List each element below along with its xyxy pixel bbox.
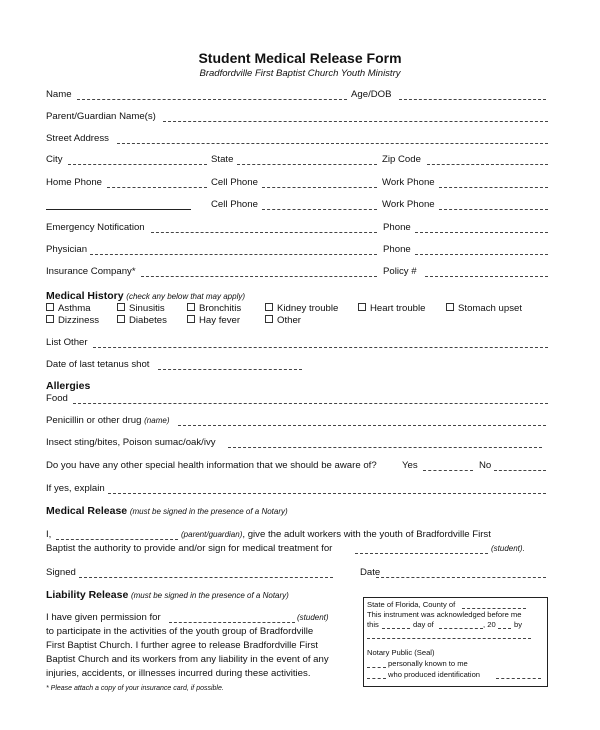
home-phone-field[interactable] — [107, 187, 207, 188]
produced-field[interactable] — [367, 678, 386, 679]
parent-label: Parent/Guardian Name(s) — [46, 111, 156, 122]
checkbox-icon — [265, 315, 273, 323]
second-name-field[interactable] — [46, 209, 191, 210]
liability-text-4: Baptist Church and its workers from any liability in the event of any — [46, 654, 329, 665]
signed-label: Signed — [46, 567, 76, 578]
checkbox-asthma[interactable]: Asthma — [46, 303, 91, 315]
liability-student-field[interactable] — [169, 622, 295, 623]
work-phone-label-2: Work Phone — [382, 199, 435, 210]
physician-phone-label: Phone — [383, 244, 411, 255]
cell-phone-field-2[interactable] — [262, 209, 377, 210]
notary-known: personally known to me — [388, 659, 468, 668]
parent-guardian-field[interactable] — [56, 539, 178, 540]
no-label: No — [479, 460, 492, 471]
county-field[interactable] — [462, 608, 526, 609]
food-label: Food — [46, 393, 68, 404]
notary-by: by — [514, 620, 523, 629]
notary-day-of: day of — [413, 620, 434, 629]
age-label: Age/DOB — [351, 89, 392, 100]
state-field[interactable] — [237, 164, 377, 165]
checkbox-icon — [446, 303, 454, 311]
name-label: Name — [46, 89, 72, 100]
physician-phone-field[interactable] — [415, 254, 548, 255]
explain-field[interactable] — [108, 493, 546, 494]
form-title: Student Medical Release Form — [198, 50, 402, 66]
student-note: (student). — [491, 544, 525, 553]
date-field[interactable] — [376, 577, 546, 578]
by-field[interactable] — [367, 638, 531, 639]
emergency-field[interactable] — [151, 232, 377, 233]
checkbox-heart-trouble[interactable]: Heart trouble — [358, 303, 425, 315]
insurance-field[interactable] — [141, 276, 377, 277]
liability-text-3: First Baptist Church. I further agree to release Bradfordville First — [46, 640, 318, 651]
list-other-label: List Other — [46, 337, 88, 348]
release-text-1: , give the adult workers with the youth of Bradfordville First — [242, 529, 491, 540]
year-field[interactable] — [498, 628, 511, 629]
medical-release-heading: Medical Release — [46, 505, 128, 517]
explain-label: If yes, explain — [46, 483, 105, 494]
liability-student-note: (student) — [297, 613, 329, 622]
state-label: State — [211, 154, 234, 165]
form-subtitle: Bradfordville First Baptist Church Youth Ministry — [199, 68, 401, 79]
insurance-label: Insurance Company* — [46, 266, 136, 277]
notary-produced: who produced identification — [388, 670, 481, 679]
checkbox-hay-fever[interactable]: Hay fever — [187, 315, 240, 327]
work-phone-label: Work Phone — [382, 177, 435, 188]
work-phone-field-2[interactable] — [439, 209, 548, 210]
day-field[interactable] — [382, 628, 410, 629]
food-field[interactable] — [73, 403, 548, 404]
liability-text-5: injuries, accidents, or illnesses incurred during these activities. — [46, 668, 311, 679]
checkbox-diabetes[interactable]: Diabetes — [117, 315, 167, 327]
date-label: Date — [360, 567, 381, 578]
city-label: City — [46, 154, 63, 165]
liability-text-1: I have given permission for — [46, 612, 161, 623]
cell-phone-field[interactable] — [262, 187, 377, 188]
checkbox-icon — [117, 315, 125, 323]
checkbox-bronchitis[interactable]: Bronchitis — [187, 303, 241, 315]
special-info-question: Do you have any other special health information that we should be aware of? — [46, 460, 377, 471]
no-field[interactable] — [494, 470, 546, 471]
insect-field[interactable] — [228, 447, 542, 448]
checkbox-icon — [117, 303, 125, 311]
insurance-footnote: * Please attach a copy of your insurance card, if possible. — [46, 685, 224, 692]
zip-label: Zip Code — [382, 154, 421, 165]
penicillin-field[interactable] — [178, 425, 546, 426]
penicillin-label: Penicillin or other drug — [46, 415, 142, 426]
checkbox-icon — [265, 303, 273, 311]
parent-guardian-note: (parent/guardian) — [181, 530, 243, 539]
checkbox-sinusitis[interactable]: Sinusitis — [117, 303, 165, 315]
checkbox-icon — [187, 303, 195, 311]
work-phone-field[interactable] — [439, 187, 548, 188]
notary-county-label: State of Florida, County of — [367, 600, 456, 609]
checkbox-stomach-upset[interactable]: Stomach upset — [446, 303, 522, 315]
medical-history-note: (check any below that may apply) — [126, 292, 246, 301]
city-field[interactable] — [68, 164, 207, 165]
physician-label: Physician — [46, 244, 88, 255]
checkbox-icon — [46, 303, 54, 311]
month-field[interactable] — [439, 628, 483, 629]
liability-text-2: to participate in the activities of the youth group of Bradfordville — [46, 626, 314, 637]
penicillin-note: (name) — [144, 416, 170, 425]
notary-this: this — [367, 620, 379, 629]
liability-release-note: (must be signed in the presence of a Notary) — [130, 591, 289, 600]
checkbox-icon — [46, 315, 54, 323]
list-other-field[interactable] — [93, 347, 548, 348]
emergency-phone-field[interactable] — [415, 232, 548, 233]
notary-year: , 20 — [483, 620, 496, 629]
i-label: I, — [46, 529, 52, 540]
signed-field[interactable] — [79, 577, 333, 578]
checkbox-kidney-trouble[interactable]: Kidney trouble — [265, 303, 338, 315]
allergies-heading: Allergies — [46, 380, 91, 392]
yes-field[interactable] — [423, 470, 473, 471]
medical-release-note: (must be signed in the presence of a Notary) — [129, 507, 288, 516]
tetanus-label: Date of last tetanus shot — [46, 359, 150, 370]
parent-field[interactable] — [163, 121, 548, 122]
checkbox-other[interactable]: Other — [265, 315, 301, 327]
identification-field[interactable] — [496, 678, 541, 679]
yes-label: Yes — [402, 460, 418, 471]
medical-history-heading: Medical History — [46, 290, 124, 302]
liability-release-heading: Liability Release — [46, 589, 129, 601]
street-field[interactable] — [117, 143, 548, 144]
release-text-2: Baptist the authority to provide and/or sign for medical treatment for — [46, 543, 333, 554]
zip-field[interactable] — [427, 164, 548, 165]
policy-label: Policy # — [383, 266, 417, 277]
student-field[interactable] — [355, 553, 488, 554]
notary-box — [363, 597, 548, 687]
name-field[interactable] — [77, 99, 347, 100]
notary-ack: This instrument was acknowledged before me — [367, 610, 522, 619]
tetanus-field[interactable] — [158, 369, 302, 370]
emergency-label: Emergency Notification — [46, 222, 145, 233]
physician-field[interactable] — [90, 254, 377, 255]
notary-public-label: Notary Public (Seal) — [367, 648, 435, 657]
policy-field[interactable] — [425, 276, 548, 277]
street-label: Street Address — [46, 133, 109, 144]
emergency-phone-label: Phone — [383, 222, 411, 233]
cell-phone-label: Cell Phone — [211, 177, 258, 188]
checkbox-icon — [187, 315, 195, 323]
known-field[interactable] — [367, 667, 386, 668]
age-field[interactable] — [399, 99, 546, 100]
insect-label: Insect sting/bites, Poison sumac/oak/ivy — [46, 437, 216, 448]
home-phone-label: Home Phone — [46, 177, 102, 188]
checkbox-icon — [358, 303, 366, 311]
checkbox-dizziness[interactable]: Dizziness — [46, 315, 99, 327]
cell-phone-label-2: Cell Phone — [211, 199, 258, 210]
